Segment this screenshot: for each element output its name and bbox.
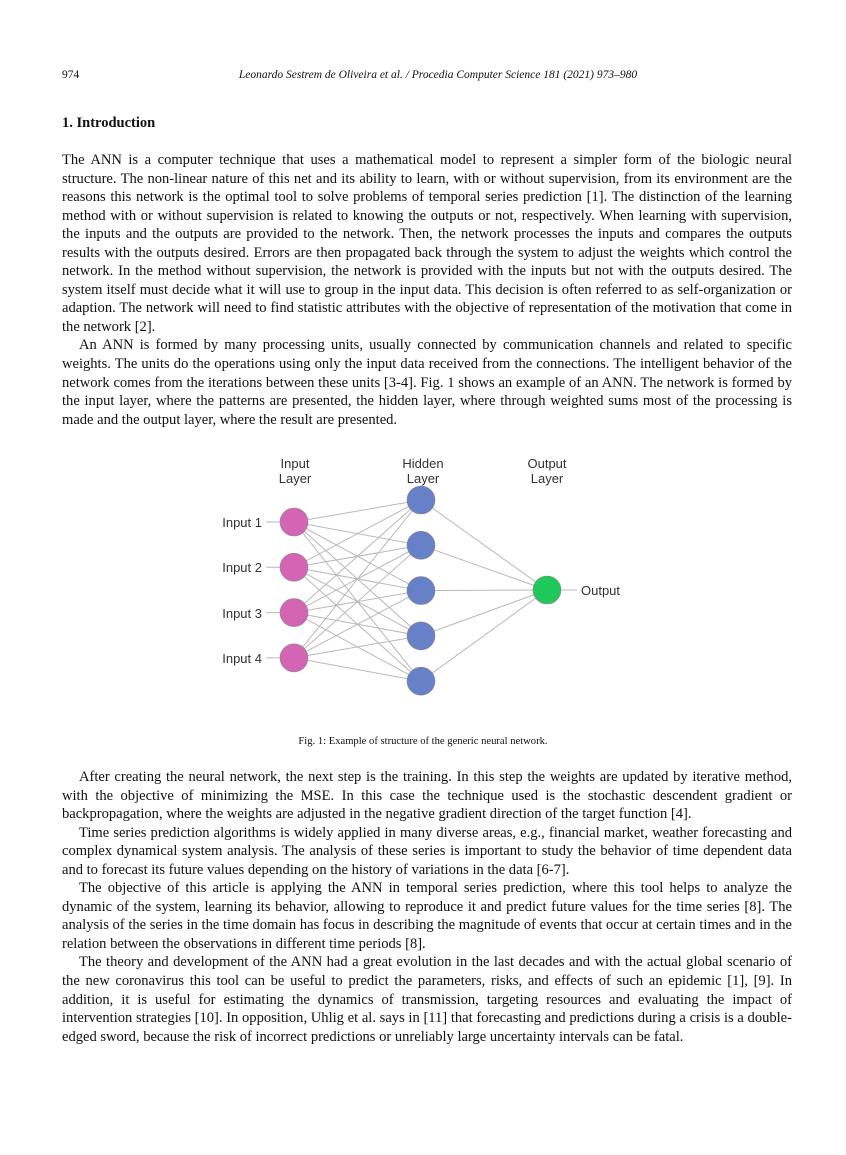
intro-text-before xyxy=(62,151,792,429)
input-label: Input 3 xyxy=(222,606,262,621)
weight-edge xyxy=(421,545,547,590)
hidden-node xyxy=(407,486,435,514)
paragraph: An ANN is formed by many processing units, usually connected by communication channels and related to specific weights. The units do the operations using only the input data received from the connections. The intelligent behavior of the network comes from the iterations between these units [3-4]. Fig. 1 shows an example of an ANN. The network is formed by the input layer, where the patterns are presented, the hidden layer, where through weighted sums most of the processing is made and the output layer, where the result are presented. xyxy=(62,337,792,428)
input-label: Input 1 xyxy=(222,515,262,530)
input-node xyxy=(280,553,308,581)
weight-edge xyxy=(294,500,421,522)
hidden-node xyxy=(407,667,435,695)
input-node xyxy=(280,644,308,672)
input-layer-label: Input xyxy=(280,456,310,471)
paragraph: The ANN is a computer technique that uses a mathematical model to represent a simpler form of the biologic neural structure. The non-linear nature of this net and its ability to learn, with or without supervision, from its environment are the reasons this network is the optimal tool to solve problems of temporal series prediction [1]. The distinction of the learning method with or without supervision is related to knowing the outputs or not, respectively. When learning with supervision, the inputs and the outputs are provided to the network. Then, the network processes the inputs and compares the outputs results with the outputs desired. Errors are then propagated back through the system to adjust the weights which control the network. In the method without supervision, the network is provided with the inputs but not with the outputs desired. The system itself must decide what it will use to group in the input data. This decision is often referred to as self-organization or adaption. The network will need to find statistic attributes with the objective of representation of the motivation that come in the network [2]. xyxy=(62,152,792,335)
input-node xyxy=(280,599,308,627)
section-title: 1. Introduction xyxy=(62,115,156,131)
input-node xyxy=(280,508,308,536)
paragraph: After creating the neural network, the next step is the training. In this step the weights are updated by iterative method, with the objective of minimizing the MSE. In this case the technique used is the stochastic descendent gradient or backpropagation, where the weights are adjusted in the negative gradient direction of the target function [4]. xyxy=(62,769,792,823)
weight-edge xyxy=(421,590,547,681)
weight-edge xyxy=(294,658,421,681)
output-layer-label: Layer xyxy=(530,471,564,486)
page-number: 974 xyxy=(62,69,80,81)
weight-edge xyxy=(421,590,547,636)
weight-edge xyxy=(294,500,421,613)
weight-edge xyxy=(421,500,547,590)
hidden-layer-label: Layer xyxy=(406,471,440,486)
hidden-layer-label: Hidden xyxy=(402,456,444,471)
weight-edge xyxy=(294,500,421,567)
hidden-node xyxy=(407,622,435,650)
weight-edge xyxy=(294,636,421,658)
input-layer-label: Layer xyxy=(278,471,312,486)
paragraph: The theory and development of the ANN had a great evolution in the last decades and with the actual global scenario of the new coronavirus this tool can be useful to predict the parameters, risks, and effects of such an epidemic [1], [9]. In addition, it is useful for estimating the dynamics of transmission, targeting resources and evaluating the impact of intervention strategies [10]. In opposition, Uhlig et al. says in [11] that forecasting and predictions during a crisis is a double-edged sword, because the risk of incorrect predictions or unreliably large uncertainty intervals can be fatal. xyxy=(62,954,792,1045)
paragraph: The objective of this article is applying the ANN in temporal series prediction, where this tool helps to analyze the dynamic of the system, learning its behavior, allowing to reproduce it and predict future values for the time series [8]. The analysis of the series in the time domain has focus in describing the magnitude of events that occur at certain times and in the relation between the observations in different time periods [8]. xyxy=(62,880,792,952)
hidden-node xyxy=(407,531,435,559)
weight-edge xyxy=(294,591,421,658)
output-node xyxy=(533,576,561,604)
neural-network-figure xyxy=(200,450,640,700)
figure-caption: Fig. 1: Example of structure of the generic neural network. xyxy=(298,736,548,747)
weight-edge xyxy=(294,500,421,658)
input-label: Input 2 xyxy=(222,560,262,575)
paragraph: Time series prediction algorithms is widely applied in many diverse areas, e.g., financial market, weather forecasting and complex dynamical system analysis. The analysis of these series is important to study the behavior of time dependent data and to forecast its future values depending on the history of variations in the data [6-7]. xyxy=(62,824,792,878)
output-label: Output xyxy=(581,583,621,598)
hidden-node xyxy=(407,577,435,605)
weight-edge xyxy=(421,590,547,591)
input-label: Input 4 xyxy=(222,651,262,666)
weight-edge xyxy=(294,545,421,658)
output-layer-label: Output xyxy=(527,456,567,471)
running-head: Leonardo Sestrem de Oliveira et al. / Procedia Computer Science 181 (2021) 973–980 xyxy=(238,69,638,81)
intro-text-after xyxy=(62,768,792,1046)
